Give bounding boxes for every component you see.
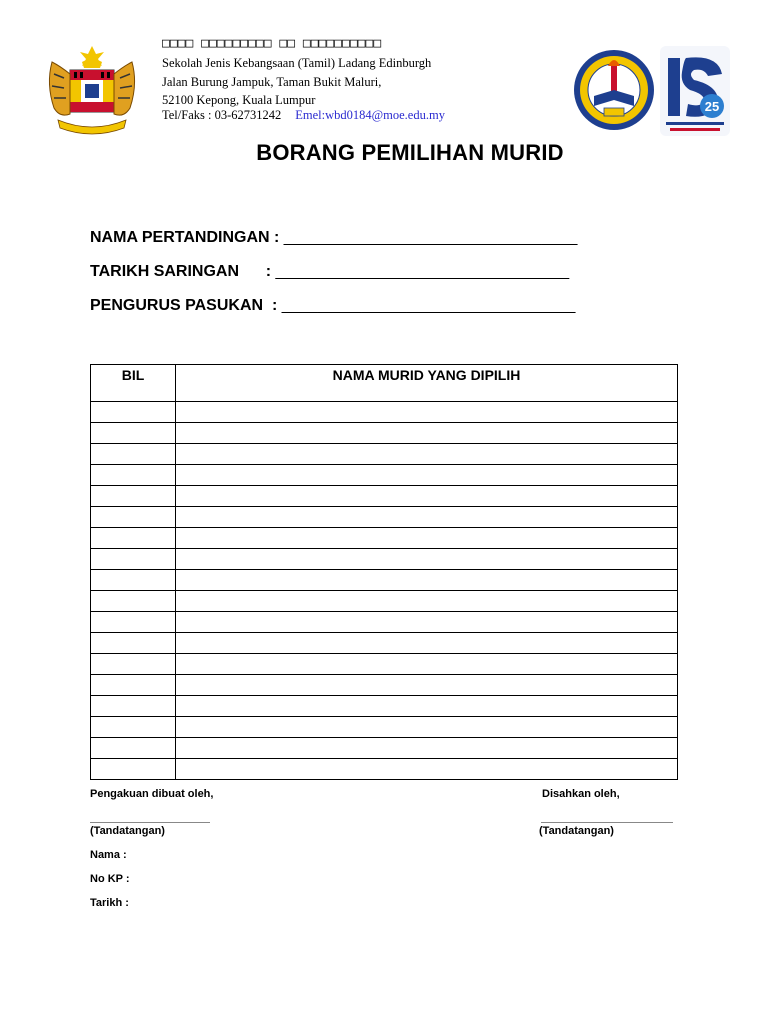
bil-cell[interactable] bbox=[91, 465, 176, 486]
bil-cell[interactable] bbox=[91, 528, 176, 549]
field-label: NAMA PERTANDINGAN bbox=[90, 229, 270, 246]
school-name: Sekolah Jenis Kebangsaan (Tamil) Ladang Edinburgh bbox=[162, 56, 432, 70]
field-label: PENGURUS PASUKAN bbox=[90, 297, 264, 314]
bil-cell[interactable] bbox=[91, 738, 176, 759]
table-row bbox=[91, 633, 678, 654]
nama-murid-cell[interactable] bbox=[176, 759, 678, 780]
left-signature-line[interactable] bbox=[90, 822, 210, 823]
table-row bbox=[91, 528, 678, 549]
table-row bbox=[91, 465, 678, 486]
table-row bbox=[91, 486, 678, 507]
no-kp-label: No KP : bbox=[90, 873, 130, 885]
nama-murid-cell[interactable] bbox=[176, 633, 678, 654]
nama-murid-cell[interactable] bbox=[176, 486, 678, 507]
school-badge-logo bbox=[572, 48, 656, 132]
nama-murid-cell[interactable] bbox=[176, 444, 678, 465]
bil-cell[interactable] bbox=[91, 444, 176, 465]
nama-murid-cell[interactable] bbox=[176, 423, 678, 444]
table-row bbox=[91, 507, 678, 528]
bil-cell[interactable] bbox=[91, 570, 176, 591]
table-row bbox=[91, 549, 678, 570]
table-row bbox=[91, 738, 678, 759]
header-garbled-line: □□□□ □□□□□□□□□ □□ □□□□□□□□□□ bbox=[162, 36, 382, 51]
email-link[interactable]: Emel:wbd0184@moe.edu.my bbox=[295, 108, 445, 122]
tarikh-label: Tarikh : bbox=[90, 897, 129, 909]
table-row bbox=[91, 402, 678, 423]
left-footer-title: Pengakuan dibuat oleh, bbox=[90, 788, 214, 800]
student-selection-table bbox=[90, 364, 678, 780]
bil-cell[interactable] bbox=[91, 402, 176, 423]
bil-cell[interactable] bbox=[91, 549, 176, 570]
table-row bbox=[91, 717, 678, 738]
blank-line[interactable]: _________________________________ bbox=[275, 263, 570, 280]
right-signature-label: (Tandatangan) bbox=[539, 825, 614, 837]
table-row bbox=[91, 444, 678, 465]
table-row bbox=[91, 654, 678, 675]
svg-text:25: 25 bbox=[704, 99, 720, 114]
address-line-1: Jalan Burung Jampuk, Taman Bukit Maluri, bbox=[162, 75, 382, 89]
field-label: TARIKH SARINGAN bbox=[90, 263, 240, 280]
nama-murid-cell[interactable] bbox=[176, 465, 678, 486]
nama-murid-cell[interactable] bbox=[176, 528, 678, 549]
table-row bbox=[91, 675, 678, 696]
table-row bbox=[91, 423, 678, 444]
left-signature-label: (Tandatangan) bbox=[90, 825, 165, 837]
bil-cell[interactable] bbox=[91, 612, 176, 633]
nama-label: Nama : bbox=[90, 849, 127, 861]
nama-murid-cell[interactable] bbox=[176, 591, 678, 612]
nama-murid-cell[interactable] bbox=[176, 675, 678, 696]
bil-cell[interactable] bbox=[91, 633, 176, 654]
bil-cell[interactable] bbox=[91, 423, 176, 444]
nama-murid-cell[interactable] bbox=[176, 402, 678, 423]
nama-murid-cell[interactable] bbox=[176, 654, 678, 675]
field-pengurus-pasukan[interactable]: PENGURUS PASUKAN : _________________________________ bbox=[90, 297, 576, 314]
contact-line bbox=[162, 108, 445, 122]
anniversary-25-logo bbox=[660, 46, 730, 136]
table-row bbox=[91, 570, 678, 591]
bil-cell[interactable] bbox=[91, 675, 176, 696]
nama-murid-cell[interactable] bbox=[176, 549, 678, 570]
coat-of-arms-logo bbox=[44, 44, 140, 136]
bil-cell[interactable] bbox=[91, 759, 176, 780]
table-row bbox=[91, 696, 678, 717]
bil-cell[interactable] bbox=[91, 486, 176, 507]
field-nama-pertandingan[interactable]: NAMA PERTANDINGAN : _________________________________ bbox=[90, 229, 578, 246]
address-line-2: 52100 Kepong, Kuala Lumpur bbox=[162, 93, 316, 107]
nama-murid-cell[interactable] bbox=[176, 612, 678, 633]
bil-cell[interactable] bbox=[91, 591, 176, 612]
tel-fax: Tel/Faks : 03-62731242 bbox=[162, 108, 282, 122]
blank-line[interactable]: _________________________________ bbox=[283, 229, 578, 246]
column-header-bil: BIL bbox=[91, 365, 176, 402]
table-row bbox=[91, 759, 678, 780]
bil-cell[interactable] bbox=[91, 717, 176, 738]
table-row bbox=[91, 612, 678, 633]
column-header-nama-murid: NAMA MURID YANG DIPILIH bbox=[176, 365, 678, 402]
bil-cell[interactable] bbox=[91, 696, 176, 717]
nama-murid-cell[interactable] bbox=[176, 717, 678, 738]
right-footer-title: Disahkan oleh, bbox=[542, 788, 620, 800]
nama-murid-cell[interactable] bbox=[176, 738, 678, 759]
field-tarikh-saringan[interactable]: TARIKH SARINGAN : _________________________________ bbox=[90, 263, 570, 280]
table-row bbox=[91, 591, 678, 612]
form-title: BORANG PEMILIHAN MURID bbox=[256, 140, 564, 165]
nama-murid-cell[interactable] bbox=[176, 507, 678, 528]
bil-cell[interactable] bbox=[91, 507, 176, 528]
bil-cell[interactable] bbox=[91, 654, 176, 675]
blank-line[interactable]: _________________________________ bbox=[281, 297, 576, 314]
nama-murid-cell[interactable] bbox=[176, 570, 678, 591]
nama-murid-cell[interactable] bbox=[176, 696, 678, 717]
right-signature-line[interactable] bbox=[541, 822, 673, 823]
